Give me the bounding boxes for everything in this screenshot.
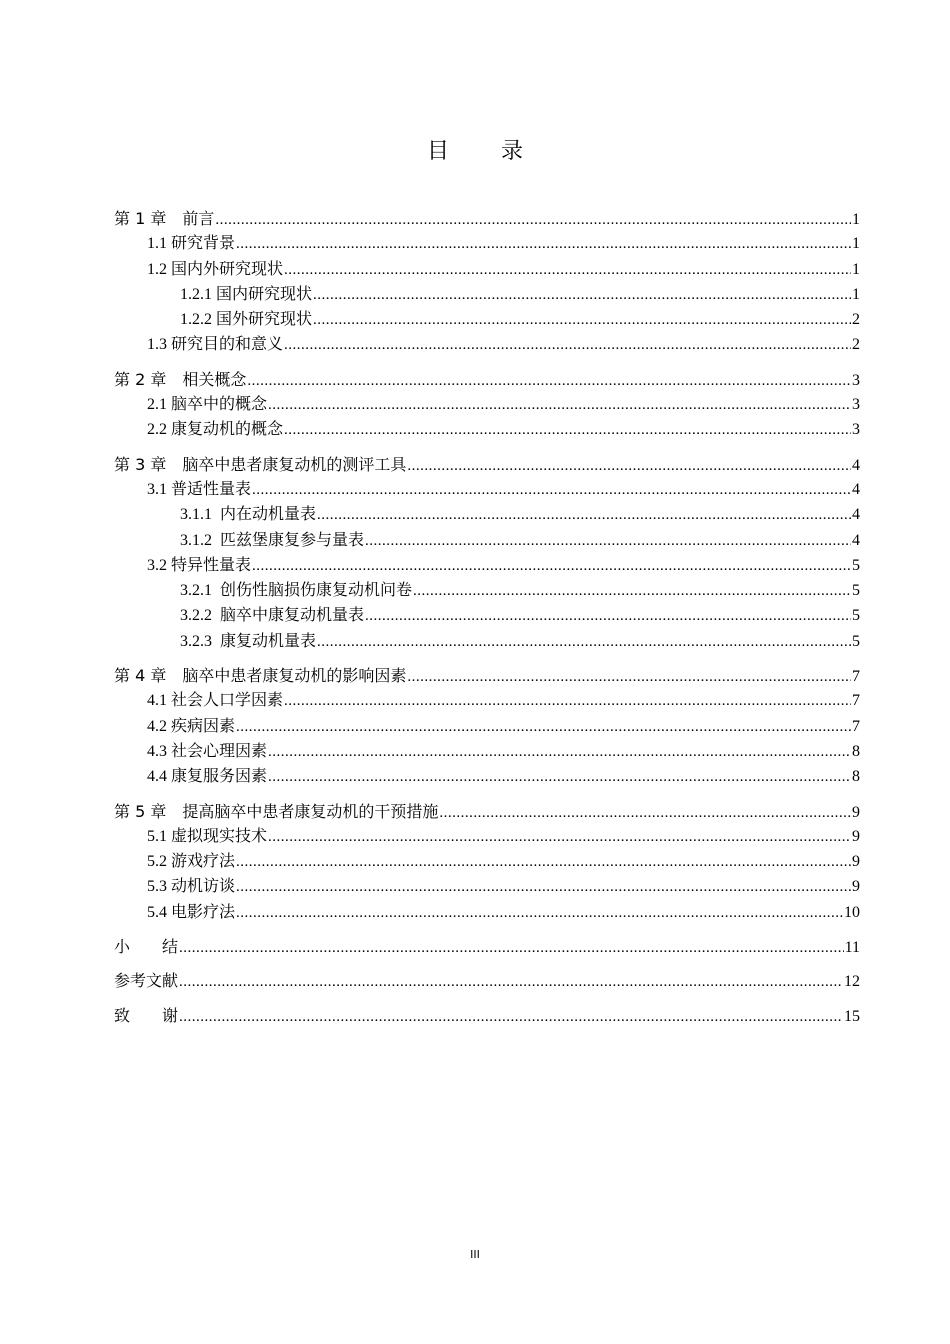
- toc-entry[interactable]: [114, 502, 860, 527]
- toc-entry-number: 3.2.3: [180, 632, 212, 650]
- chapter-gap: [114, 443, 860, 452]
- toc-entry[interactable]: [114, 417, 860, 442]
- toc-entry-label: [147, 553, 251, 578]
- toc-leader-dots: [407, 665, 851, 690]
- toc-entry-page: 5: [852, 582, 860, 600]
- toc-entry[interactable]: [114, 764, 860, 789]
- title-left: 目: [426, 139, 449, 164]
- toc-entry-label: [147, 849, 235, 874]
- chapter-gap: [114, 790, 860, 799]
- toc-leader-dots: [313, 308, 851, 333]
- toc-entry-label: [114, 452, 406, 477]
- toc-entry-label: [147, 824, 267, 849]
- toc-entry-title: 国外研究现状: [216, 311, 313, 329]
- toc-entry-page: 7: [852, 717, 860, 735]
- toc-leader-dots: [284, 418, 851, 443]
- toc-entry[interactable]: [114, 934, 860, 959]
- toc-entry-label: [147, 764, 267, 789]
- toc-leader-dots: [179, 1005, 843, 1030]
- toc-entry[interactable]: [114, 528, 860, 553]
- toc-leader-dots: [268, 393, 851, 418]
- toc-entry-label: [114, 663, 406, 688]
- toc-entry-label: [147, 231, 235, 256]
- toc-entry-page: 2: [852, 311, 860, 329]
- toc-entry-page: 4: [852, 506, 860, 524]
- toc-entry-number: 第 1 章: [114, 209, 167, 228]
- page-number-footer: III: [470, 1248, 480, 1261]
- toc-entry-number: 5.4: [147, 903, 167, 921]
- toc-entry-number: 1.2.2: [180, 311, 212, 329]
- toc-leader-dots: [268, 825, 851, 850]
- toc-entry[interactable]: [114, 849, 860, 874]
- toc-entry-title: 游戏疗法: [171, 853, 236, 871]
- toc-leader-dots: [413, 579, 851, 604]
- toc-entry-page: 7: [852, 692, 860, 710]
- toc-entry-title: 动机访谈: [171, 878, 236, 896]
- toc-entry-title: 脑卒中患者康复动机的测评工具: [182, 454, 407, 474]
- toc-entry-title: 普适性量表: [171, 480, 252, 498]
- toc-entry-number: 1.2.1: [180, 285, 212, 303]
- toc-entry-label: [180, 282, 312, 307]
- toc-entry-label: [147, 739, 267, 764]
- toc-leader-dots: [284, 258, 851, 283]
- toc-entry-label: [114, 934, 178, 959]
- toc-leader-dots: [317, 630, 851, 655]
- toc-entry-label: [180, 307, 312, 332]
- toc-entry-label: [180, 629, 316, 654]
- toc-entry-number: 3.1.2: [180, 531, 212, 549]
- toc-entry[interactable]: [114, 578, 860, 603]
- toc-leader-dots: [407, 454, 851, 479]
- toc-leader-dots: [252, 554, 851, 579]
- chapter-gap: [114, 654, 860, 663]
- toc-leader-dots: [236, 232, 851, 257]
- toc-entry-label: [180, 528, 364, 553]
- toc-entry-label: [147, 332, 283, 357]
- toc-entry-label: [114, 968, 178, 993]
- toc-entry-page: 5: [852, 607, 860, 625]
- toc-entry-title: 特异性量表: [171, 556, 252, 574]
- toc-entry-title: 康复服务因素: [171, 768, 268, 786]
- toc-entry-number: 3.2.2: [180, 607, 212, 625]
- toc-leader-dots: [365, 604, 851, 629]
- toc-leader-dots: [179, 970, 843, 995]
- chapter-gap: [114, 925, 860, 934]
- toc-entry-number: 第 5 章: [114, 801, 167, 821]
- toc-entry-number: 第 2 章: [114, 369, 167, 389]
- toc-entry-label: [147, 714, 235, 739]
- toc-entry-page: 4: [852, 456, 860, 474]
- toc-entry-label: [147, 874, 235, 899]
- toc-entry[interactable]: [114, 968, 860, 993]
- toc-entry-title: 小 结: [114, 937, 179, 957]
- toc-entry-page: 8: [852, 742, 860, 760]
- chapter-gap: [114, 358, 860, 367]
- toc-entry-title: 研究背景: [171, 235, 236, 253]
- toc-entry-number: 2.2: [147, 421, 167, 439]
- toc-entry-number: 5.1: [147, 827, 167, 845]
- toc-leader-dots: [247, 369, 851, 394]
- toc-entry-number: 4.3: [147, 742, 167, 760]
- toc-entry[interactable]: [114, 714, 860, 739]
- toc-entry-title: 虚拟现实技术: [171, 827, 268, 845]
- toc-entry[interactable]: [114, 603, 860, 628]
- toc-entry-page: 5: [852, 556, 860, 574]
- toc-leader-dots: [236, 875, 851, 900]
- toc-entry-page: 4: [852, 480, 860, 498]
- toc-entry[interactable]: [114, 739, 860, 764]
- toc-entry-label: [147, 417, 283, 442]
- toc-entry-number: 3.2: [147, 556, 167, 574]
- toc-entry[interactable]: [114, 282, 860, 307]
- toc-entry-label: [180, 578, 412, 603]
- toc-entry-label: [114, 799, 438, 824]
- toc-entry-label: [114, 367, 246, 392]
- toc-leader-dots: [317, 503, 851, 528]
- toc-entry[interactable]: [114, 231, 860, 256]
- toc-entry-page: 9: [852, 853, 860, 871]
- toc-entry[interactable]: [114, 206, 860, 231]
- toc-entry-number: 5.2: [147, 853, 167, 871]
- toc-entry-number: 2.1: [147, 396, 167, 414]
- toc-entry-title: 匹兹堡康复参与量表: [220, 531, 365, 549]
- toc-entry-number: 1.3: [147, 336, 167, 354]
- toc-entry-page: 3: [852, 371, 860, 389]
- toc-entry-page: 12: [844, 973, 860, 991]
- toc-entry-title: 脑卒中的概念: [171, 396, 268, 414]
- toc-leader-dots: [236, 901, 843, 926]
- toc-entry-title: 脑卒中康复动机量表: [220, 607, 365, 625]
- toc-entry-number: 4.4: [147, 768, 167, 786]
- toc-entry-number: 4.2: [147, 717, 167, 735]
- toc-entry[interactable]: [114, 663, 860, 688]
- toc-entry-page: 3: [852, 421, 860, 439]
- toc-entry-title: 国内研究现状: [216, 285, 313, 303]
- toc-leader-dots: [268, 740, 851, 765]
- toc-entry-title: 致 谢: [114, 1005, 179, 1025]
- toc-entry[interactable]: [114, 553, 860, 578]
- toc-leader-dots: [439, 801, 851, 826]
- toc-entry[interactable]: [114, 688, 860, 713]
- toc-entry-title: 内在动机量表: [220, 506, 317, 524]
- toc-entry-label: [147, 392, 267, 417]
- toc-entry-page: 10: [844, 903, 860, 921]
- toc-entry[interactable]: [114, 799, 860, 824]
- toc-entry[interactable]: [114, 392, 860, 417]
- toc-entry-title: 康复动机量表: [220, 632, 317, 650]
- toc-entry-label: [147, 688, 283, 713]
- toc-entry[interactable]: [114, 900, 860, 925]
- toc-entry[interactable]: [114, 874, 860, 899]
- toc-leader-dots: [268, 765, 851, 790]
- toc-entry-label: [114, 206, 214, 231]
- toc-entry-title: 疾病因素: [171, 717, 236, 735]
- toc-entry-label: [147, 477, 251, 502]
- toc-entry-number: 4.1: [147, 692, 167, 710]
- page-title: [0, 134, 950, 165]
- toc-leader-dots: [215, 208, 851, 233]
- table-of-contents: [114, 206, 860, 1028]
- toc-leader-dots: [236, 850, 851, 875]
- toc-entry-page: 3: [852, 396, 860, 414]
- toc-entry[interactable]: [114, 452, 860, 477]
- toc-entry[interactable]: [114, 257, 860, 282]
- toc-entry[interactable]: [114, 629, 860, 654]
- toc-entry-title: 脑卒中患者康复动机的影响因素: [182, 666, 407, 686]
- toc-entry-page: 15: [844, 1007, 860, 1025]
- toc-entry-title: 社会人口学因素: [171, 692, 284, 710]
- toc-leader-dots: [365, 529, 851, 554]
- toc-entry-number: 3.2.1: [180, 582, 212, 600]
- toc-entry-page: 5: [852, 632, 860, 650]
- toc-entry-page: 2: [852, 336, 860, 354]
- toc-entry-page: 1: [852, 260, 860, 278]
- toc-leader-dots: [284, 333, 851, 358]
- toc-entry-label: [147, 900, 235, 925]
- toc-entry[interactable]: [114, 1003, 860, 1028]
- title-right: 录: [501, 139, 524, 164]
- toc-entry-page: 11: [844, 939, 860, 957]
- toc-entry-page: 9: [852, 827, 860, 845]
- toc-entry-page: 4: [852, 531, 860, 549]
- toc-entry-page: 7: [852, 668, 860, 686]
- toc-entry[interactable]: [114, 307, 860, 332]
- toc-entry-title: 参考文献: [114, 971, 179, 991]
- toc-leader-dots: [236, 715, 851, 740]
- toc-entry-title: 前言: [182, 209, 215, 228]
- toc-entry-title: 国内外研究现状: [171, 260, 284, 278]
- toc-leader-dots: [179, 936, 844, 961]
- toc-entry-title: 研究目的和意义: [171, 336, 284, 354]
- toc-entry-title: 电影疗法: [171, 903, 236, 921]
- toc-entry-page: 1: [852, 235, 860, 253]
- toc-entry-title: 创伤性脑损伤康复动机问卷: [220, 582, 413, 600]
- toc-entry-number: 1.1: [147, 235, 167, 253]
- toc-entry-page: 8: [852, 768, 860, 786]
- toc-entry-page: 9: [852, 878, 860, 896]
- toc-leader-dots: [313, 283, 851, 308]
- toc-entry-number: 3.1.1: [180, 506, 212, 524]
- toc-entry-label: [180, 603, 364, 628]
- toc-entry-page: 9: [852, 803, 860, 821]
- toc-entry-title: 社会心理因素: [171, 742, 268, 760]
- toc-entry-number: 5.3: [147, 878, 167, 896]
- toc-entry-label: [147, 257, 283, 282]
- toc-entry[interactable]: [114, 367, 860, 392]
- toc-leader-dots: [284, 689, 851, 714]
- toc-entry-number: 第 3 章: [114, 454, 167, 474]
- toc-entry-number: 1.2: [147, 260, 167, 278]
- toc-entry-page: 1: [852, 211, 860, 228]
- toc-entry-number: 3.1: [147, 480, 167, 498]
- toc-entry-title: 相关概念: [182, 369, 247, 389]
- toc-entry-label: [114, 1003, 178, 1028]
- toc-entry[interactable]: [114, 332, 860, 357]
- toc-entry[interactable]: [114, 477, 860, 502]
- toc-entry-number: 第 4 章: [114, 666, 167, 686]
- toc-entry-title: 提高脑卒中患者康复动机的干预措施: [182, 801, 439, 821]
- toc-entry-title: 康复动机的概念: [171, 421, 284, 439]
- toc-leader-dots: [252, 478, 851, 503]
- toc-entry-page: 1: [852, 285, 860, 303]
- toc-entry-label: [180, 502, 316, 527]
- toc-entry[interactable]: [114, 824, 860, 849]
